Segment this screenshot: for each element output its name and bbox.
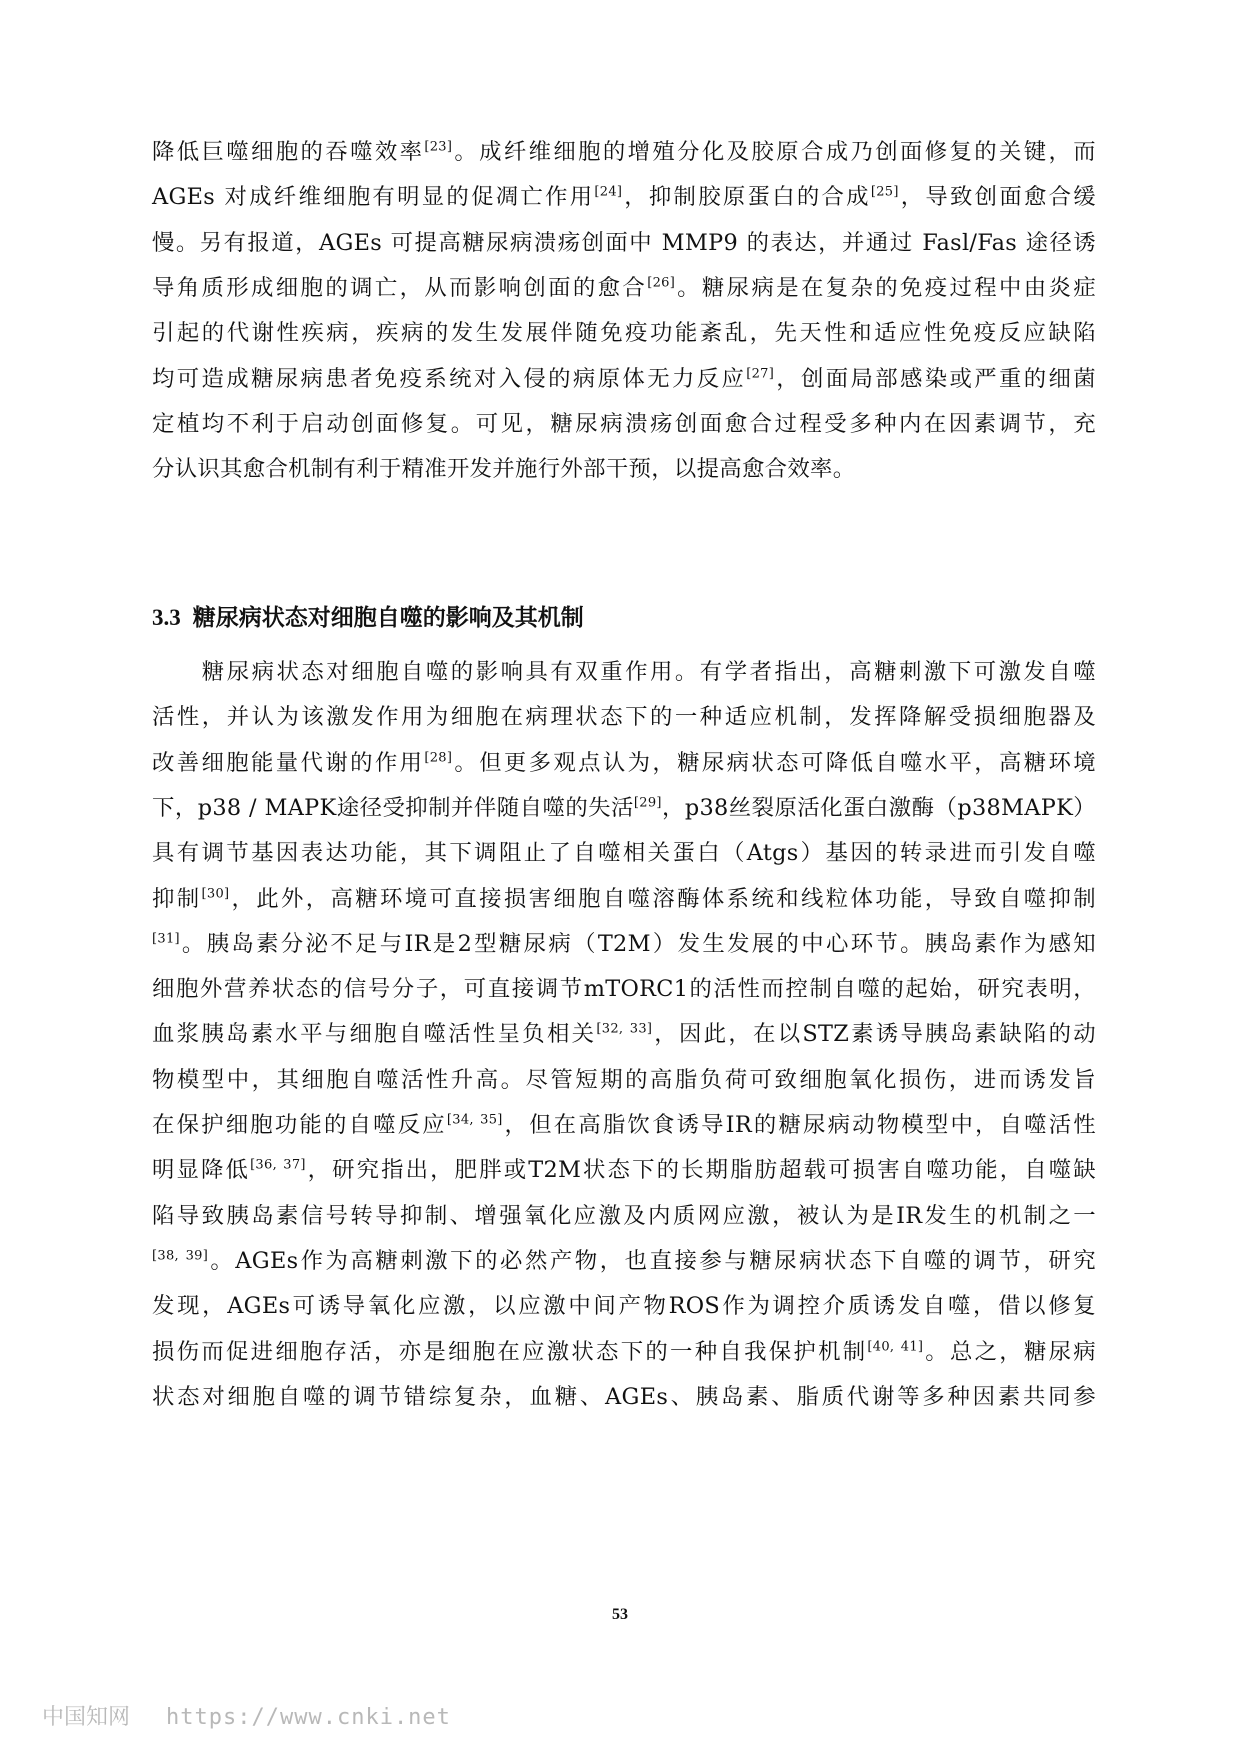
section-title: 糖尿病状态对细胞自噬的影响及其机制 [192,605,584,631]
text-segment: 血浆胰岛素水平与细胞自噬活性呈负相关 [152,1021,597,1048]
citation-ref: [36, 37] [250,1157,306,1173]
text-line [152,699,1096,735]
text-segment: AGEs 对成纤维细胞有明显的促凋亡作用 [152,184,595,211]
text-segment: 明显降低 [152,1157,251,1184]
text-segment: 。总之，糖尿病 [923,1338,1096,1365]
text-line [152,835,1096,871]
text-segment: 均可造成糖尿病患者免疫系统对入侵的病原体无力反应 [152,365,747,392]
citation-ref: [24] [594,184,623,200]
text-line [152,881,1096,917]
text-line [152,361,1096,397]
watermark-brand: 中国知网 [42,1705,131,1730]
citation-ref: [40, 41] [867,1339,924,1355]
text-segment: ，研究指出，肥胖或T2M状态下的长期脂肪超载可损害自噬功能，自噬缺 [305,1157,1096,1184]
text-segment: 抑制 [152,885,202,912]
text-segment: 糖尿病状态对细胞自噬的影响具有双重作用。有学者指出，高糖刺激下可激发自噬 [152,659,1096,685]
text-segment: ，p38丝裂原活化蛋白激酶（p38MAPK） [661,794,1096,821]
text-segment: 。但更多观点认为，糖尿病状态可降低自噬水平，高糖环境 [452,749,1096,776]
section-heading [152,600,584,636]
text-line [152,179,1096,215]
text-segment: 物模型中，其细胞自噬活性升高。尽管短期的高脂负荷可致细胞氧化损伤，进而诱发旨 [152,1066,1096,1093]
text-line [152,134,1096,170]
text-segment: 。糖尿病是在复杂的免疫过程中由炎症 [675,274,1097,301]
text-line [152,1107,1096,1143]
citation-ref: [28] [424,750,453,766]
text-line [152,406,1096,442]
text-segment: 。成纤维细胞的增殖分化及胶原合成乃创面修复的关键，而 [452,139,1096,165]
text-segment: 慢。另有报道，AGEs 可提高糖尿病溃疡创面中 MMP9 的表达，并通过 Fasl/Fas 途径诱 [152,229,1096,256]
text-segment: ，此外，高糖环境可直接损害细胞自噬溶酶体系统和线粒体功能，导致自噬抑制 [229,885,1097,912]
text-line [152,926,1096,962]
text-line [152,1198,1096,1234]
text-segment: 分认识其愈合机制有利于精准开发并施行外部干预，以提高愈合效率。 [152,456,856,483]
text-line [152,270,1096,306]
text-segment: 导角质形成细胞的调亡，从而影响创面的愈合 [152,274,648,301]
citation-ref: [30] [201,886,230,902]
text-line [152,1379,1096,1415]
citation-ref: [31] [152,931,180,947]
watermark-url: https://www.cnki.net [166,1705,451,1730]
text-line [152,1152,1096,1188]
text-segment: 定植均不利于启动创面修复。可见，糖尿病溃疡创面愈合过程受多种内在因素调节，充 [152,410,1096,437]
text-segment: ，抑制胶原蛋白的合成 [622,184,871,211]
citation-ref: [34, 35] [446,1112,503,1128]
cnki-watermark [42,1700,451,1731]
section-number: 3.3 [152,605,181,630]
text-segment: 具有调节基因表达功能，其下调阻止了自噬相关蛋白（Atgs）基因的转录进而引发自噬 [152,840,1096,867]
text-line [152,654,1096,690]
text-line [152,1288,1096,1324]
text-segment: ，导致创面愈合缓 [898,184,1096,211]
citation-ref: [38, 39] [152,1248,209,1264]
text-segment: ，创面局部感染或严重的细菌 [774,365,1096,392]
text-line [152,790,1096,826]
text-line [152,451,1096,487]
text-segment: ，但在高脂饮食诱导IR的糖尿病动物模型中，自噬活性 [502,1112,1096,1138]
text-line [152,1243,1096,1279]
citation-ref: [25] [870,184,899,200]
text-segment: 陷导致胰岛素信号转导抑制、增强氧化应激及内质网应激，被认为是IR发生的机制之一 [152,1202,1096,1229]
text-segment: 在保护细胞功能的自噬反应 [152,1112,447,1138]
citation-ref: [26] [647,275,676,291]
text-segment: 细胞外营养状态的信号分子，可直接调节mTORC1的活性而控制自噬的起始，研究表明， [152,976,1096,1003]
citation-ref: [32, 33] [596,1021,653,1037]
text-segment: 引起的代谢性疾病，疾病的发生发展伴随免疫功能紊乱，先天性和适应性免疫反应缺陷 [152,320,1096,347]
text-line [152,971,1096,1007]
citation-ref: [27] [746,366,775,382]
text-segment: ，因此，在以STZ素诱导胰岛素缺陷的动 [652,1021,1096,1048]
text-segment: 改善细胞能量代谢的作用 [152,749,425,776]
text-line [152,745,1096,781]
text-segment: 损伤而促进细胞存活，亦是细胞在应激状态下的一种自我保护机制 [152,1338,868,1365]
text-segment: 降低巨噬细胞的吞噬效率 [152,139,425,165]
text-segment: 状态对细胞自噬的调节错综复杂，血糖、AGEs、胰岛素、脂质代谢等多种因素共同参 [152,1383,1096,1410]
text-line [152,315,1096,351]
text-segment: 。胰岛素分泌不足与IR是2型糖尿病（T2M）发生发展的中心环节。胰岛素作为感知 [179,930,1096,957]
text-segment: 发现，AGEs可诱导氧化应激，以应激中间产物ROS作为调控介质诱发自噬，借以修复 [152,1293,1096,1320]
text-line [152,225,1096,261]
page-number: 53 [612,1606,628,1623]
text-line [152,1062,1096,1098]
text-line [152,1334,1096,1370]
citation-ref: [23] [424,139,453,155]
citation-ref: [29] [633,795,662,811]
text-segment: 活性，并认为该激发作用为细胞在病理状态下的一种适应机制，发挥降解受损细胞器及 [152,704,1096,731]
text-segment: 。AGEs作为高糖刺激下的必然产物，也直接参与糖尿病状态下自噬的调节，研究 [208,1247,1096,1274]
text-line [152,1016,1096,1052]
text-segment: 下，p38 / MAPK途径受抑制并伴随自噬的失活 [152,794,634,821]
